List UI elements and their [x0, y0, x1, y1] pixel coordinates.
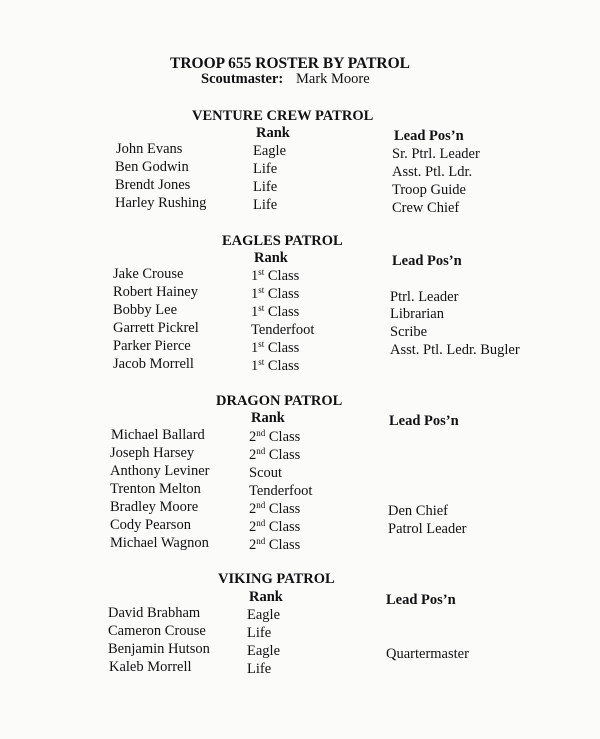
member-rank: 2nd Class — [249, 518, 301, 535]
patrol-heading: DRAGON PATROL — [216, 393, 343, 409]
member-lead-position: Scribe — [390, 324, 428, 340]
member-name: Joseph Harsey — [110, 445, 195, 461]
member-lead-position: Sr. Ptrl. Leader — [392, 146, 480, 162]
member-name: Harley Rushing — [115, 195, 207, 211]
member-name: Garrett Pickrel — [113, 320, 199, 336]
member-rank: 2nd Class — [249, 446, 301, 463]
lead-column-header: Lead Pos’n — [389, 413, 459, 429]
member-name: Michael Ballard — [111, 427, 205, 443]
member-rank: 1st Class — [251, 303, 300, 320]
member-lead-position: Crew Chief — [392, 200, 460, 216]
member-rank: 1st Class — [251, 339, 300, 356]
member-name: Robert Hainey — [113, 284, 198, 300]
member-lead-position: Patrol Leader — [388, 521, 467, 537]
member-rank: Life — [247, 625, 272, 641]
member-name: Brendt Jones — [115, 177, 191, 193]
member-lead-position: Ptrl. Leader — [390, 289, 459, 305]
member-lead-position: Asst. Ptl. Ledr. Bugler — [390, 342, 520, 358]
member-name: Michael Wagnon — [110, 535, 209, 551]
member-rank: Life — [253, 197, 278, 213]
member-name: David Brabham — [108, 605, 201, 621]
member-rank: Life — [253, 161, 278, 177]
lead-column-header: Lead Pos’n — [392, 253, 462, 269]
member-name: Jake Crouse — [113, 266, 184, 282]
scoutmaster-name: Mark Moore — [296, 71, 370, 87]
member-name: Bradley Moore — [110, 499, 199, 515]
member-lead-position: Troop Guide — [392, 182, 466, 198]
scoutmaster-label: Scoutmaster: — [201, 71, 284, 87]
member-rank: 1st Class — [251, 267, 300, 284]
member-rank: Scout — [249, 465, 283, 481]
member-lead-position: Librarian — [390, 306, 444, 322]
member-rank: Tenderfoot — [249, 483, 313, 499]
page-title: TROOP 655 ROSTER BY PATROL — [170, 55, 410, 72]
member-rank: 2nd Class — [249, 500, 301, 517]
patrol-heading: EAGLES PATROL — [222, 233, 343, 249]
rank-column-header: Rank — [251, 410, 285, 426]
lead-column-header: Lead Pos’n — [386, 592, 456, 608]
member-lead-position: Den Chief — [388, 503, 448, 519]
member-name: Benjamin Hutson — [108, 641, 210, 657]
member-lead-position: Quartermaster — [386, 646, 469, 662]
member-lead-position: Asst. Ptl. Ldr. — [392, 164, 473, 180]
member-name: Trenton Melton — [110, 481, 201, 497]
member-rank: 1st Class — [251, 357, 300, 374]
member-rank: Eagle — [247, 607, 281, 623]
member-rank: Tenderfoot — [251, 322, 315, 338]
member-rank: 1st Class — [251, 285, 300, 302]
lead-column-header: Lead Pos’n — [394, 128, 464, 144]
member-rank: Eagle — [253, 143, 287, 159]
member-rank: Life — [253, 179, 278, 195]
member-name: John Evans — [116, 141, 183, 157]
rank-column-header: Rank — [256, 125, 290, 141]
rank-column-header: Rank — [249, 589, 283, 605]
member-name: Jacob Morrell — [113, 356, 194, 372]
member-name: Ben Godwin — [115, 159, 189, 175]
rank-column-header: Rank — [254, 250, 288, 266]
patrol-heading: VIKING PATROL — [218, 571, 335, 587]
member-name: Kaleb Morrell — [109, 659, 192, 675]
member-name: Cody Pearson — [110, 517, 191, 533]
member-name: Cameron Crouse — [108, 623, 206, 639]
patrol-heading: VENTURE CREW PATROL — [192, 108, 374, 124]
member-name: Anthony Leviner — [110, 463, 210, 479]
member-rank: 2nd Class — [249, 536, 301, 553]
member-rank: 2nd Class — [249, 428, 301, 445]
member-rank: Eagle — [247, 643, 281, 659]
member-name: Bobby Lee — [113, 302, 178, 318]
member-rank: Life — [247, 661, 272, 677]
member-name: Parker Pierce — [113, 338, 191, 354]
